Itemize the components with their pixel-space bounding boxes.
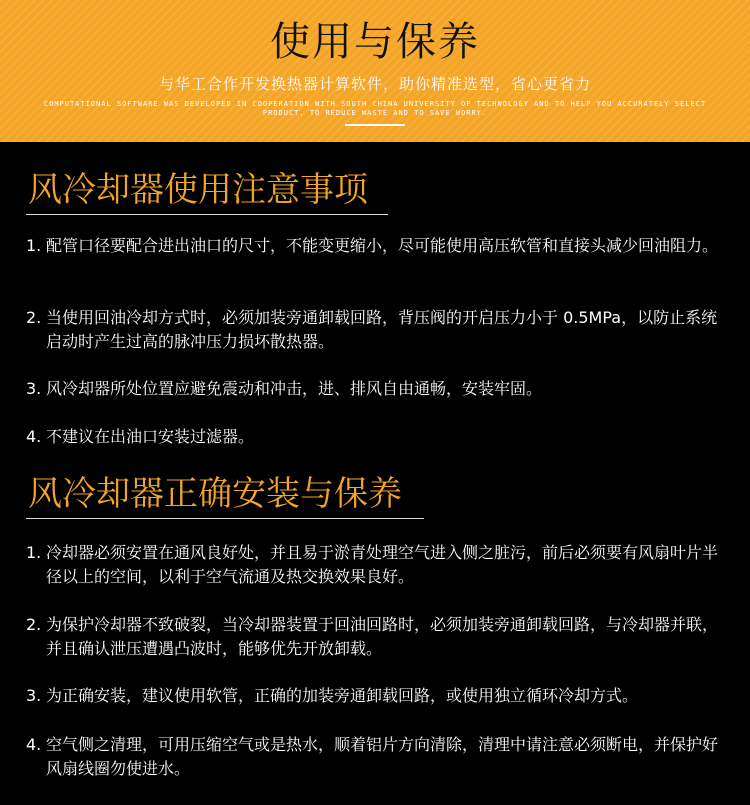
- item-number: 4.: [26, 735, 42, 754]
- item-number: 4.: [26, 427, 42, 446]
- item-text: 不建议在出油口安装过滤器。: [46, 427, 255, 446]
- item-text: 当使用回油冷却方式时，必须加装旁通卸载回路，背压阀的开启压力小于 0.5MPa，以防止系统启动时产生过高的脉冲压力损坏散热器。: [46, 308, 718, 351]
- item-number: 2.: [26, 615, 42, 634]
- item-text: 风冷却器所处位置应避免震动和冲击，进、排风自由通畅，安装牢固。: [46, 379, 543, 398]
- list-item: [26, 377, 722, 401]
- item-number: 3.: [26, 379, 42, 398]
- banner-subtitle: 与华工合作开发换热器计算软件，助你精准选型，省心更省力: [158, 75, 591, 93]
- section-title-installation-maintenance: 风冷却器正确安装与保养: [28, 474, 402, 514]
- header-banner: [0, 0, 750, 142]
- item-number: 1.: [26, 543, 42, 562]
- section-title-usage-notes: 风冷却器使用注意事项: [28, 170, 368, 210]
- list-item: [26, 541, 722, 589]
- item-text: 空气侧之清理，可用压缩空气或是热水，顺着铝片方向清除，清理中请注意必须断电，并保护好风扇线圈勿使进水。: [46, 735, 719, 778]
- banner-underline: [345, 124, 405, 126]
- list-item: [26, 425, 722, 449]
- section-heading-installation-maintenance: [26, 472, 424, 519]
- item-number: 3.: [26, 686, 42, 705]
- list-item: [26, 234, 722, 258]
- list-item: [26, 684, 722, 708]
- item-text: 冷却器必须安置在通风良好处，并且易于淤青处理空气进入侧之脏污，前后必须要有风扇叶片半径以上的空间，以利于空气流通及热交换效果良好。: [46, 543, 719, 586]
- item-text: 为正确安装，建议使用软管，正确的加装旁通卸载回路，或使用独立循环冷却方式。: [46, 686, 639, 705]
- page-title: 使用与保养: [270, 19, 480, 65]
- item-number: 2.: [26, 308, 42, 327]
- item-text: 为保护冷却器不致破裂，当冷却器装置于回油回路时，必须加装旁通卸载回路，与冷却器并联，并且确认泄压遭遇凸波时，能够优先开放卸载。: [46, 615, 719, 658]
- item-number: 1.: [26, 236, 42, 255]
- banner-english-tagline: COMPUTATIONAL SOFTWARE WAS DEVELOPED IN COOPERATION WITH SOUTH CHINA UNIVERSITY OF TECHNOLOGY AND TO HELP YOU ACCURATELY SELECT PRODUCT, TO REDUCE WASTE AND TO SAVE WORRY.: [43, 100, 707, 117]
- list-item: [26, 613, 722, 661]
- list-item: [26, 733, 722, 781]
- item-text: 配管口径要配合进出油口的尺寸，不能变更缩小，尽可能使用高压软管和直接头减少回油阻力。: [46, 236, 719, 255]
- list-item: [26, 306, 722, 354]
- section-heading-usage-notes: [26, 168, 388, 215]
